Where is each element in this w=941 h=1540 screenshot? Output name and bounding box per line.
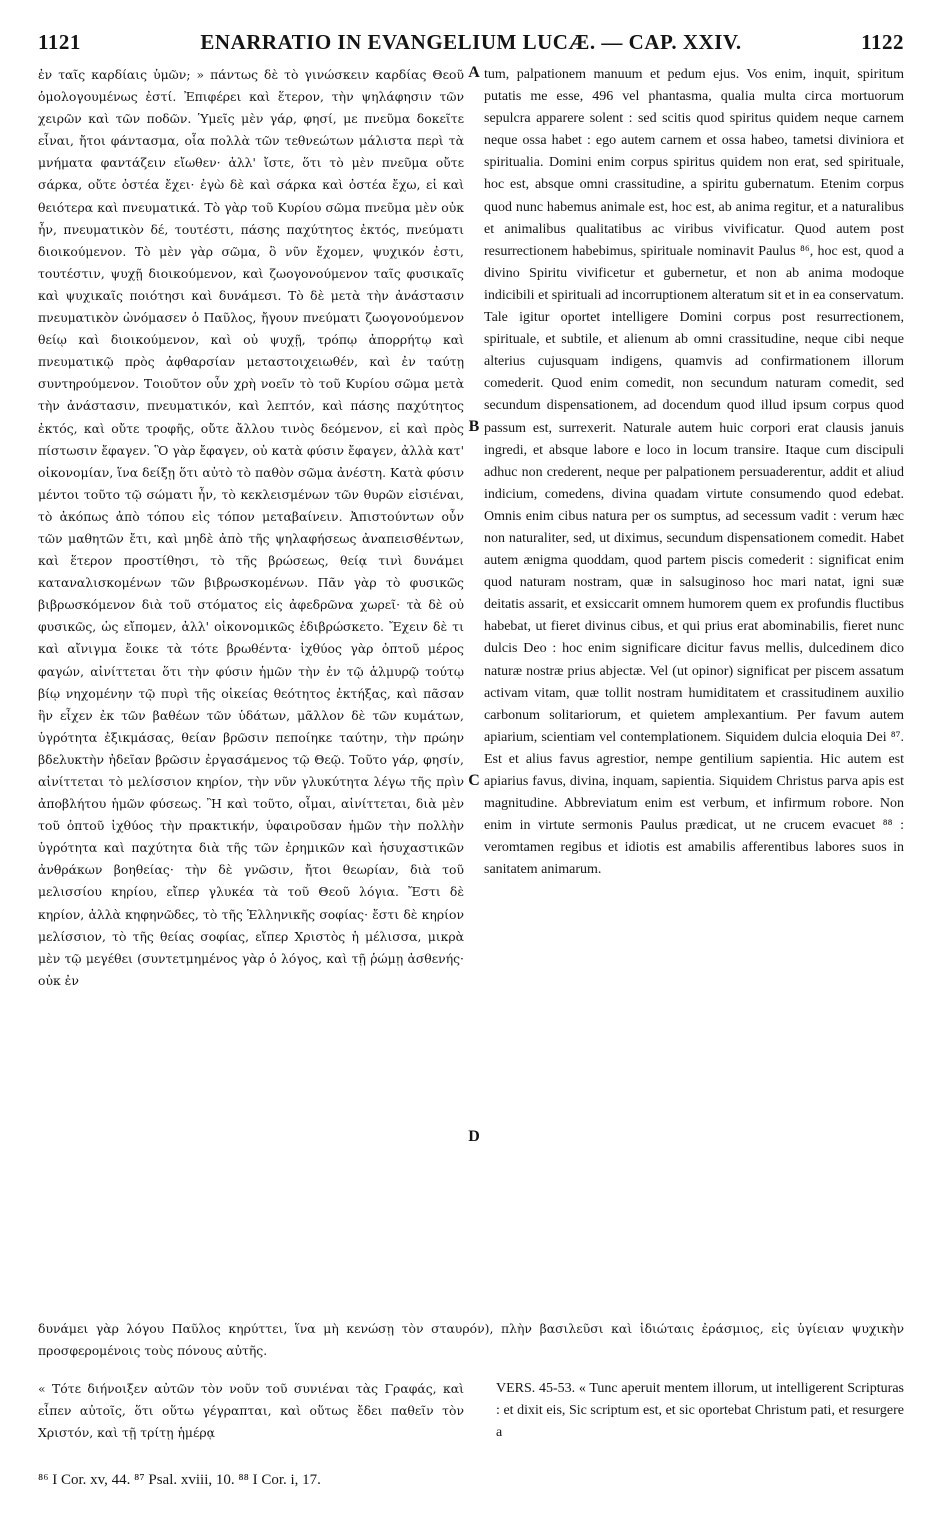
bottom-latin-text [496,1378,904,1444]
bottom-greek-paragraph: « Τότε διήνοιξεν αὐτῶν τὸν νοῦν τοῦ συνιέναι τὰς Γραφάς, καὶ εἶπεν αὐτοῖς, ὅτι οὕτω γέγραπται, καὶ οὕτως ἔδει παθεῖν τὸν Χριστόν, καὶ τῇ τρίτῃ ἡμέρᾳ [38,1381,464,1441]
latin-column [484,64,904,881]
greek-text: ἐν ταῖς καρδίαις ὑμῶν; » πάντως δὲ τὸ γινώσκειν καρδίας Θεοῦ ὁμολογουμένως ἐστί. Ἐπιφέρει καὶ ἕτερον, τὴν ψηλάφησιν τῶν χειρῶν καὶ τῶν ποδῶν. Ὑμεῖς μὲν γάρ, φησί, με πνεῦμα δοκεῖτε εἶναι, ἤτοι φάντασμα, οἷα πολλὰ τῶν τεθνεώτων μάλιστα περὶ τὰ μνήματα φαντάζειν εἴωθεν· ἀλλ' ἴστε, ὅτι τὸ μὲν πνεῦμα οὔτε σάρκα, οὔτε ὀστέα ἔχει· ἐγὼ δὲ καὶ σάρκα καὶ ὀστέα ἔχω, εἰ καὶ θειότερα καὶ πνευματικά. Τὸ γὰρ τοῦ Κυρίου σῶμα πνεῦμα μὲν οὐκ ἦν, πνευματικὸν δέ, τουτέστι, πάσης παχύτητος ἐκτός, πνεύματι διοικούμενον. Τὸ μὲν γὰρ σῶμα, ὃ νῦν ἔχομεν, ψυχικόν ἐστι, τουτέστιν, ψυχῇ διοικούμενον, καὶ ζωογονούμενον ταῖς φυσικαῖς καὶ ψυχικαῖς ποιότησι καὶ δυνάμεσι. Τὸ δὲ μετὰ τὴν ἀνάστασιν πνευματικὸν ὠνόμασεν ὁ Παῦλος, ἤγουν πνεύματι ζωογονούμενον θείῳ καὶ διοικούμενον, καὶ οὐ ψυχῇ, τρόπῳ ἀπορρήτῳ καὶ πνευματικῷ πρὸς ἀφθαρσίαν μεταστοιχειωθέν, καὶ ἐν ταύτῃ συντηρούμενον. Τοιοῦτον οὖν χρὴ νοεῖν τὸ τοῦ Κυρίου σῶμα μετὰ τὴν ἀνάστασιν, πνευματικόν, καὶ λεπτόν, καὶ πάσης παχύτητος ἐκτός, καὶ οὔτε τροφῆς, οὔτε ἄλλου τινὸς δεόμενον, εἰ καὶ πρὸς πίστωσιν ἔφαγεν. Ὃ γὰρ ἔφαγεν, οὐ κατὰ φύσιν ἔφαγεν, ἀλλὰ κατ' οἰκονομίαν, ἵνα δείξῃ ὅτι αὐτὸ τὸ παθὸν σῶμα ἀνέστη. Κατὰ φύσιν μέντοι τοῦτο τῷ σώματι ἦν, τὸ κεκλεισμένων τῶν θυρῶν εἰσιέναι, τὸ ἀκόπως ἀπὸ τόπου εἰς τόπον μεταβαίνειν. Ἀπιστούντων οὖν τῶν μαθητῶν ἔτι, καὶ μηδὲ ἀπὸ τῆς ψηλαφήσεως ἀναπεισθέντων, καὶ ἕτερον προστίθησι, τὸ τῆς βρώσεως, θείᾳ τινὶ δυνάμει καταναλισκομένων τῶν βιβρωσκομένων. Πᾶν γὰρ τὸ φυσικῶς βιβρωσκόμενον διὰ τοῦ στόματος εἰς ἀφεδρῶνα χωρεῖ· τὰ δὲ οὐ φυσικῶς, ὡς εἴπομεν, ἀλλ' οἰκονομικῶς ἐδιβρώσκετο. Ἔχειν δὲ τι καὶ αἴνιγμα ἔοικε τὰ τότε βρωθέντα· ἰχθύος γὰρ ὀπτοῦ μέρος φαγών, αἰνίττεται ὅτι τὴν φύσιν ἡμῶν τὴν ἐν τῷ ἁλμυρῷ τούτῳ βίῳ νηχομένην τῷ πυρὶ τῆς οἰκείας θεότητος ἐκτήξας, καὶ πᾶσαν ἣν εἶχεν ἐκ τῶν βαθέων τῶν ὑδάτων, μᾶλλον δὲ τῶν κυμάτων, ὑγρότητα ἐξικμάσας, θείαν βρῶσιν πεποίηκε ταύτην, τὴν πρώην βδελυκτὴν ἠδεῖαν βρῶσιν ἐργασάμενος τῷ Θεῷ. Τοῦτο γάρ, φησίν, αἰνίττεται τὸ μελίσσιον κηρίον, τὴν νῦν γλυκύτητα λέγω τῆς πρὶν ἀποβλήτου ἡμῶν φύσεως. Ἢ καὶ τοῦτο, οἶμαι, αἰνίττεται, διὰ μὲν τοῦ ὀπτοῦ ἰχθύος τὴν πρακτικήν, ὑφαιροῦσαν ἡμῶν τὴν πολλὴν ὑγρότητα καὶ παχύτητα διὰ τῆς τῶν ἐρημικῶν καὶ ἡσυχαστικῶν ἀνθράκων βοηθείας· τὴν δὲ γνῶσιν, ἤτοι θεωρίαν, διὰ τοῦ μελισσίου κηρίου, εἴπερ γλυκέα τὰ τοῦ Θεοῦ λόγια. Ἔστι δὲ κηρίον, ἀλλὰ κηφηνῶδες, τὸ τῆς Ἑλληνικῆς σοφίας· ἔστι δὲ κηρίον μελίσσιον, τὸ τῆς θείας σοφίας, εἴπερ Χριστὸς ἡ μέλισσα, μικρὰ μὲν τῷ μεγέθει (συντετμημένος γὰρ ὁ λόγος, καὶ τῇ ῥώμῃ ἀσθενής· οὐκ ἐν [38,67,464,988]
section-marker-d: D [468,1128,480,1145]
running-title: ENARRATIO IN EVANGELIUM LUCÆ. — CAP. XXIV. [200,30,742,54]
section-marker-c: C [468,772,480,789]
page-header [38,30,904,58]
greek-column [38,64,464,992]
section-marker-a: A [468,64,480,81]
section-marker-b: B [468,418,480,435]
footnotes: ⁸⁶ I Cor. xv, 44. ⁸⁷ Psal. xviii, 10. ⁸⁸ I Cor. i, 17. [38,1472,321,1488]
bottom-latin-paragraph: VERS. 45-53. « Tunc aperuit mentem illorum, ut intelligerent Scripturas : et dixit eis, Sic scriptum est, et sic oportebat Christum pati, et resurgere a [496,1381,904,1441]
page-number-left: 1121 [38,30,81,54]
page-number-right: 1122 [861,30,904,54]
full-width-greek-line: δυνάμει γὰρ λόγου Παῦλος κηρύττει, ἵνα μὴ κενώσῃ τὸν σταυρόν), πλὴν βασιλεῦσι καὶ ἰδιώταις ἐράσμιος, εἰς ὑγίειαν ψυχικὴν προσφερομένοις τοὺς πόνους αὐτῆς. [38,1321,904,1359]
latin-text: tum, palpationem manuum et pedum ejus. Vos enim, inquit, spiritum putatis me esse, 496 vel phantasma, qualia multa circa mortuorum sepulcra apparere solent : sed scitis quod spiritus quidem neque carnem neque ossa habet : ego autem carnem et ossa habeo, tametsi diviniora et spiritualia. Domini enim corpus spiritus quidem non erat, sed spirituale, hoc est, absque omni crassitudine, a spiritu gubernatum. Etenim corpus quod nunc habemus animale est, hoc est, ab anima regitur, et a naturalibus et animalibus qualitatibus ac viribus vivificatur. Quod autem post resurrectionem habebimus, spirituale nominavit Paulus ⁸⁶, hoc est, quod a divino Spiritu vivificetur et gubernetur, et non ab anima modoque indicibili et spirituali ad incorruptionem alteratum sit et in ea conservatum. Tale igitur oportet intelligere Domini corpus post resurrectionem, spirituale, et subtile, et alienum ab omni crassitudine, neque cibi neque alterius cujusquam indigens, quamvis ad confirmationem illorum comederit. Quod enim comedit, non secundum naturam comedit, sed secundum dispensationem, ad docendum quod illud ipsum corpus quod passum est, surrexerit. Naturale autem huic corpori erat clausis januis ingredi, et absque labore e loco in locum transire. Itaque cum discipuli adhuc non crederent, neque per palpationem persuaderentur, addit et aliud indicium, comedens, divina quadam virtute consumendo quod edebat. Omnis enim cibus natura per os sumptus, ad secessum vadit : verum hæc non naturaliter, sed, ut diximus, secundum dispensationem comedit. Habet autem ænigma quoddam, quod partem piscis comederit : significat enim quod naturam nostram, quæ in salsuginoso hoc mari natat, igni suæ deitatis assarit, et exsiccarit omnem humorem quem ex profundis fluctibus habebat, ut fieret divinus cibus, et qui prius erat abominabilis, fieret nunc dulcis Deo : hoc enim significare dicitur favus mellis, dulcedinem dico naturæ nostræ prius abjectæ. Vel (ut opinor) significat per piscem assatum activam vitam, quæ tollit nostram humiditatem et crassitudinem auxilio carbonum solitariorum, et quietem amplexantium. Per favum autem apiarium, scientiam vel contemplationem. Siquidem dulcia eloquia Dei ⁸⁷. Est et alius favus agrestior, nempe gentilium sapientia. Hic autem est apiarius favus, divina, inquam, sapientia. Siquidem Christus parva apis est magnitudine. Abbreviatum enim est verbum, et infirmum robore. Non enim in virtute sermonis Paulus prædicat, ut ne crucem evacuet ⁸⁸ : veromtamen regibus et idiotis est amabilis afferentibus labores suos in sanitatem animarum. [484,67,904,878]
bottom-greek-text [38,1378,464,1444]
